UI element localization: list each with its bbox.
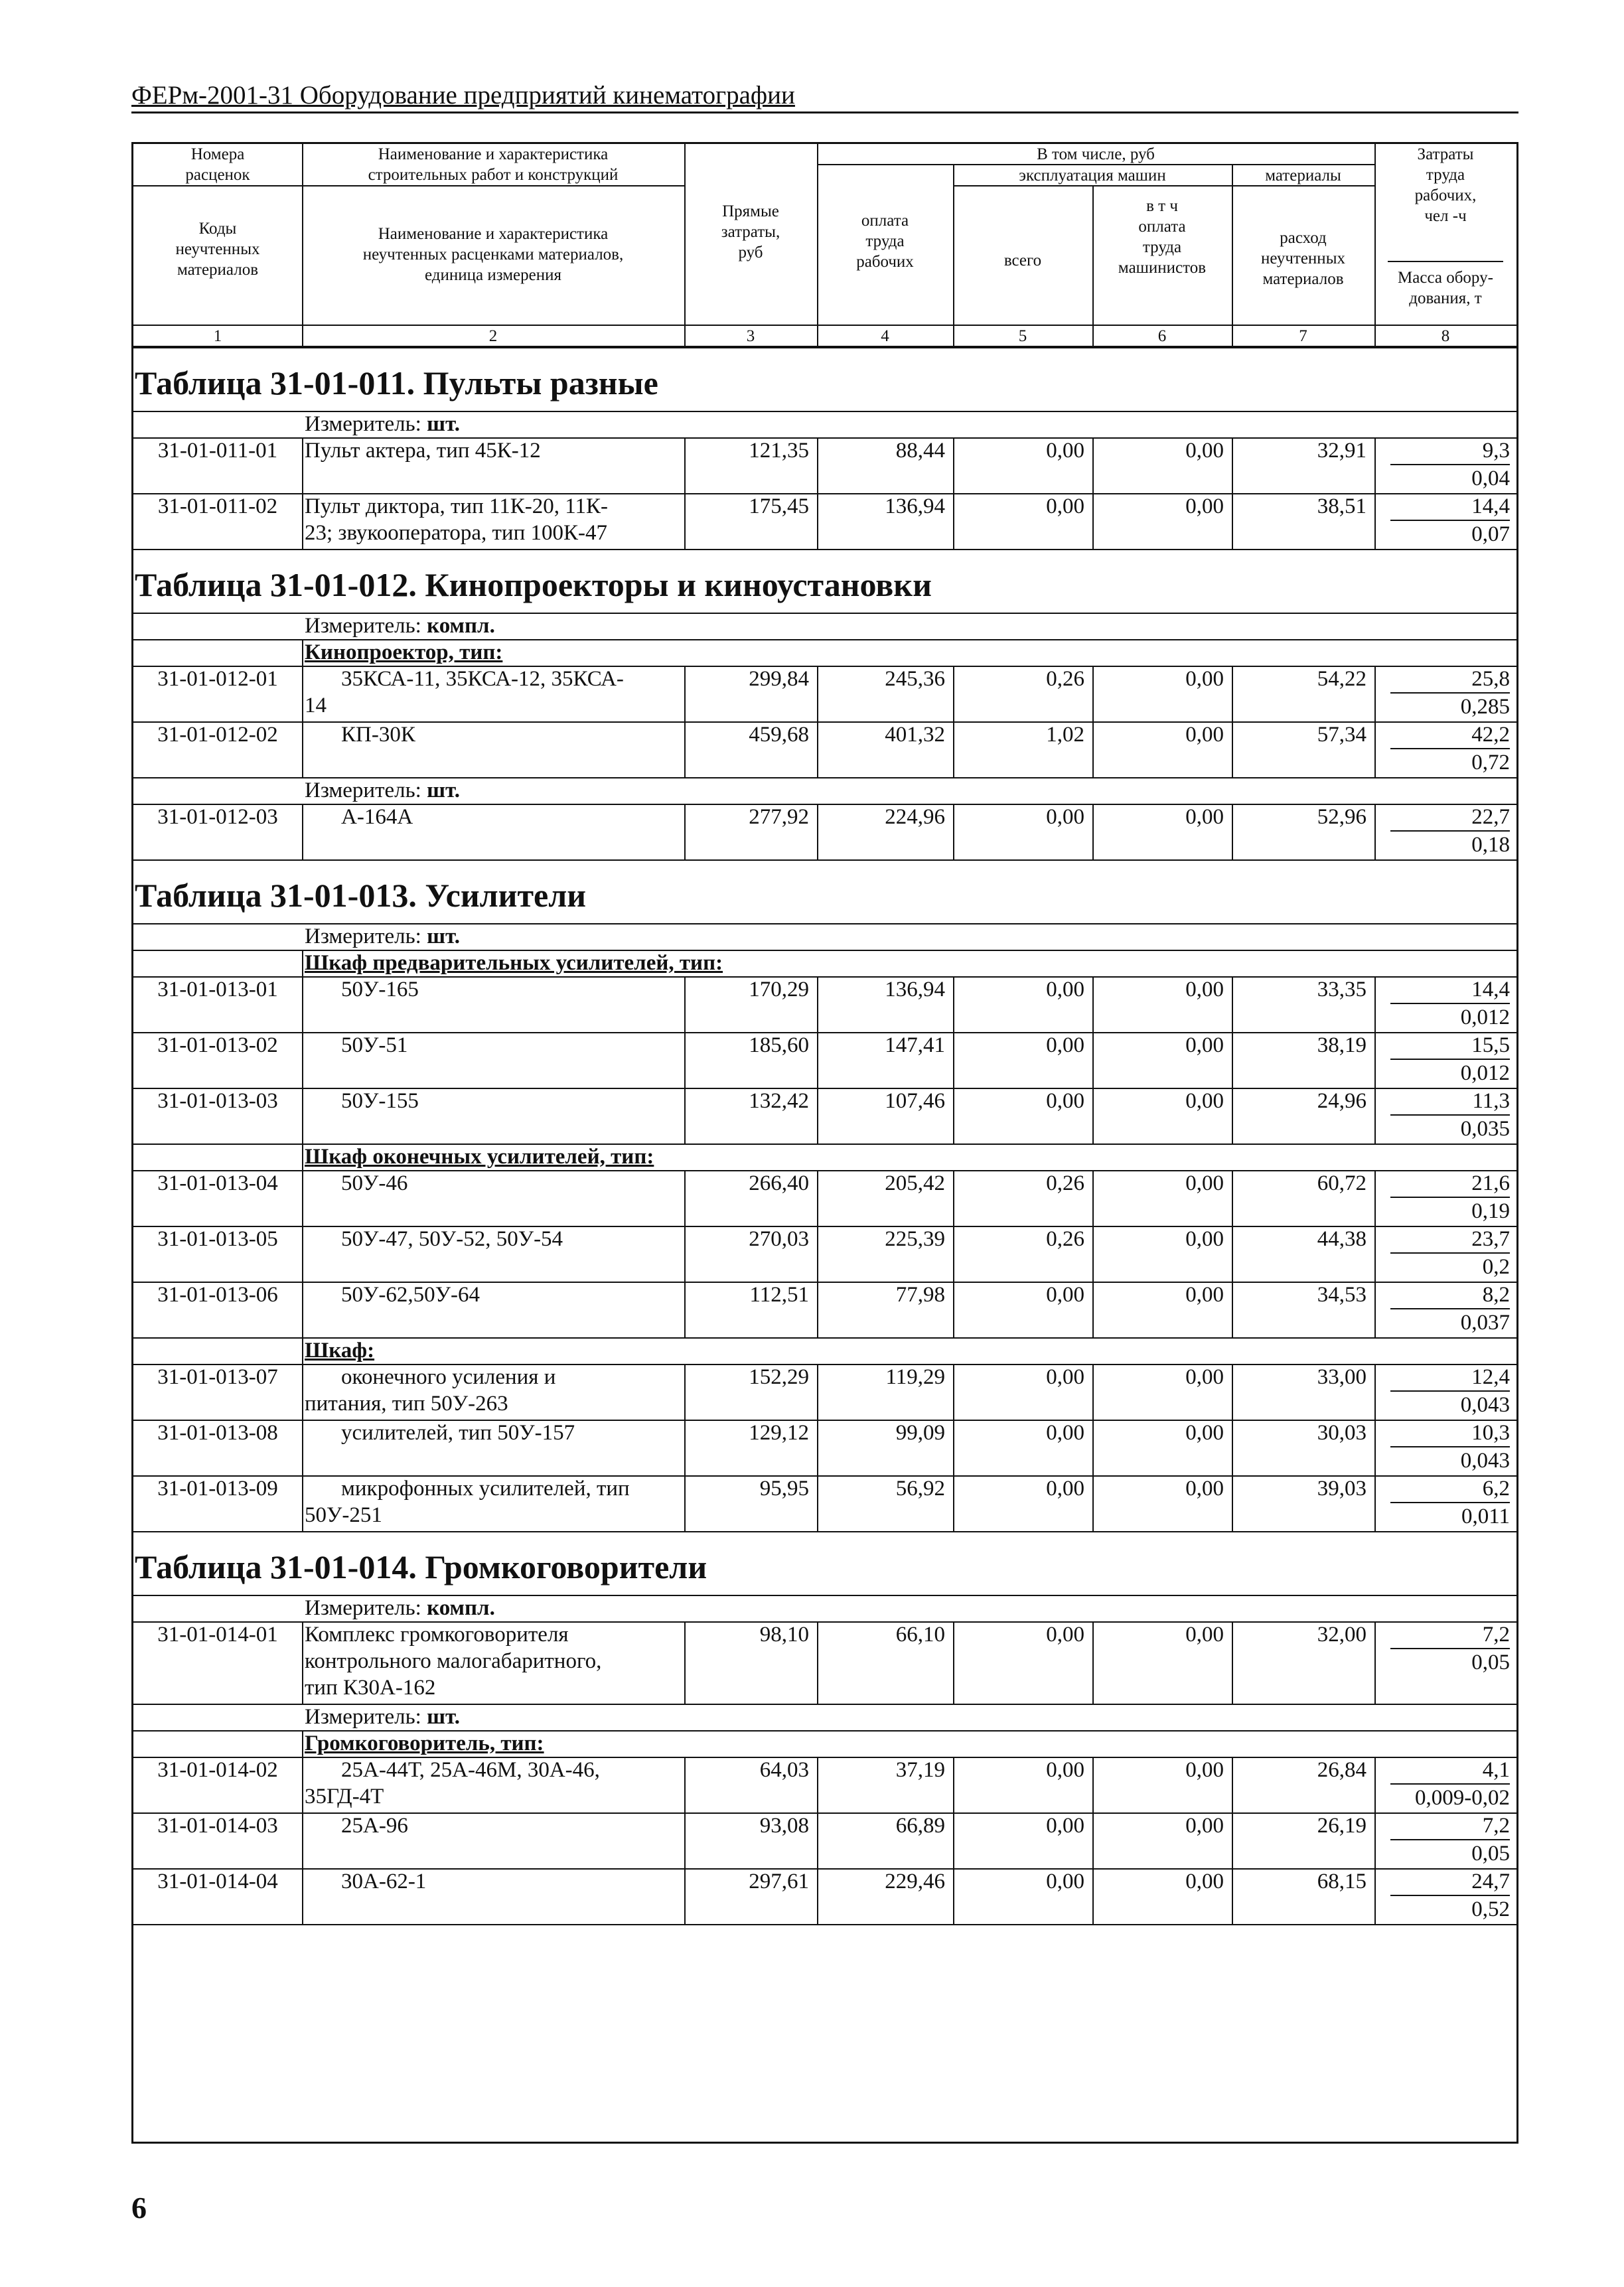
rate-code: 31-01-014-04 bbox=[157, 1870, 278, 1893]
rate-code: 31-01-013-09 bbox=[157, 1477, 278, 1501]
rate-code: 31-01-012-03 bbox=[157, 805, 278, 829]
col-number-2: 2 bbox=[488, 327, 498, 345]
machinists-cost: 0,00 bbox=[1185, 723, 1224, 747]
machines-total: 0,00 bbox=[1046, 1814, 1084, 1838]
labor-hours: 6,2 bbox=[1390, 1475, 1510, 1503]
rate-code: 31-01-013-05 bbox=[157, 1227, 278, 1251]
measure-label: Измеритель: bbox=[305, 1596, 427, 1620]
table-row bbox=[133, 721, 1516, 777]
equipment-mass: 0,035 bbox=[1460, 1117, 1510, 1141]
work-name: 35КСА-11, 35КСА-12, 35КСА- 14 bbox=[305, 667, 624, 717]
group-heading: Шкаф: bbox=[305, 1339, 375, 1363]
header-col1-bottom: Коды неучтенных материалов bbox=[175, 220, 260, 279]
measure-unit: шт. bbox=[427, 778, 460, 802]
machines-total: 0,00 bbox=[1046, 1365, 1084, 1389]
rate-code: 31-01-014-03 bbox=[157, 1814, 278, 1838]
machines-total: 0,00 bbox=[1046, 1623, 1084, 1647]
labor-hours: 42,2 bbox=[1390, 721, 1510, 749]
rate-code: 31-01-013-02 bbox=[157, 1033, 278, 1057]
labor-cost: 66,89 bbox=[895, 1814, 945, 1838]
equipment-mass: 0,043 bbox=[1460, 1393, 1510, 1417]
machinists-cost: 0,00 bbox=[1185, 439, 1224, 463]
work-name: 50У-62,50У-64 bbox=[341, 1283, 480, 1307]
table-row bbox=[133, 1364, 1516, 1420]
materials-cost: 60,72 bbox=[1317, 1171, 1366, 1195]
direct-cost: 132,42 bbox=[749, 1089, 809, 1113]
materials-cost: 68,15 bbox=[1317, 1870, 1366, 1893]
work-name: оконечного усиления и питания, тип 50У-263 bbox=[305, 1365, 556, 1416]
work-name: Комплекс громкоговорителя контрольного малогабаритного, тип К30А-162 bbox=[305, 1623, 602, 1700]
equipment-mass: 0,012 bbox=[1460, 1005, 1510, 1029]
machinists-cost: 0,00 bbox=[1185, 1623, 1224, 1647]
table-title-012: Таблица 31-01-012. Кинопроекторы и киноустановки bbox=[135, 566, 932, 603]
direct-cost: 170,29 bbox=[749, 978, 809, 1001]
labor-hours: 4,1 bbox=[1390, 1757, 1510, 1785]
machines-total: 0,00 bbox=[1046, 1033, 1084, 1057]
materials-cost: 38,51 bbox=[1317, 494, 1366, 518]
materials-cost: 57,34 bbox=[1317, 723, 1366, 747]
rate-code: 31-01-013-01 bbox=[157, 978, 278, 1001]
materials-cost: 26,84 bbox=[1317, 1758, 1366, 1782]
price-table bbox=[131, 142, 1518, 2144]
rate-code: 31-01-011-02 bbox=[157, 494, 278, 518]
col-number-5: 5 bbox=[1018, 327, 1027, 345]
table-row bbox=[133, 1757, 1516, 1812]
header-col8-bottom: Масса обору- дования, т bbox=[1398, 269, 1493, 307]
table-row bbox=[133, 493, 1516, 549]
work-name: 50У-155 bbox=[341, 1089, 419, 1113]
equipment-mass: 0,07 bbox=[1471, 522, 1510, 546]
labor-hours: 10,3 bbox=[1390, 1420, 1510, 1447]
materials-cost: 33,00 bbox=[1317, 1365, 1366, 1389]
group-heading: Шкаф оконечных усилителей, тип: bbox=[305, 1145, 654, 1169]
equipment-mass: 0,011 bbox=[1461, 1505, 1510, 1528]
labor-cost: 136,94 bbox=[885, 978, 945, 1001]
machines-total: 0,00 bbox=[1046, 1283, 1084, 1307]
labor-hours: 7,2 bbox=[1390, 1621, 1510, 1649]
header-col5: всего bbox=[1003, 252, 1042, 269]
labor-hours: 12,4 bbox=[1390, 1364, 1510, 1392]
table-row bbox=[133, 1812, 1516, 1868]
rate-code: 31-01-011-01 bbox=[157, 439, 278, 463]
materials-cost: 39,03 bbox=[1317, 1477, 1366, 1501]
equipment-mass: 0,037 bbox=[1460, 1311, 1510, 1335]
measure-label: Измеритель: bbox=[305, 412, 427, 436]
work-name: 50У-51 bbox=[341, 1033, 408, 1057]
work-name: 25А-44Т, 25А-46М, 30А-46, 35ГД-4Т bbox=[305, 1758, 600, 1808]
table-row bbox=[133, 1226, 1516, 1282]
machinists-cost: 0,00 bbox=[1185, 1758, 1224, 1782]
materials-cost: 52,96 bbox=[1317, 805, 1366, 829]
labor-hours: 25,8 bbox=[1390, 666, 1510, 694]
machines-total: 0,00 bbox=[1046, 494, 1084, 518]
machinists-cost: 0,00 bbox=[1185, 667, 1224, 691]
labor-cost: 225,39 bbox=[885, 1227, 945, 1251]
measure-unit-row bbox=[305, 777, 460, 804]
work-name: Пульт актера, тип 45К-12 bbox=[305, 439, 541, 463]
measure-unit-row bbox=[305, 923, 460, 950]
equipment-mass: 0,04 bbox=[1471, 467, 1510, 490]
col-number-3: 3 bbox=[746, 327, 755, 345]
machinists-cost: 0,00 bbox=[1185, 1421, 1224, 1445]
header-group-machines: эксплуатация машин bbox=[1019, 167, 1166, 184]
direct-cost: 129,12 bbox=[749, 1421, 809, 1445]
table-row bbox=[133, 1868, 1516, 1924]
work-name: 50У-47, 50У-52, 50У-54 bbox=[341, 1227, 563, 1251]
header-col7: расход неучтенных материалов bbox=[1260, 229, 1345, 288]
work-name: А-164А bbox=[341, 805, 413, 829]
materials-cost: 54,22 bbox=[1317, 667, 1366, 691]
header-col2-bottom: Наименование и характеристика неучтенных расценками материалов, единица измерения bbox=[362, 225, 624, 284]
direct-cost: 93,08 bbox=[759, 1814, 809, 1838]
materials-cost: 34,53 bbox=[1317, 1283, 1366, 1307]
col-number-7: 7 bbox=[1299, 327, 1307, 345]
running-header bbox=[131, 80, 1518, 113]
rate-code: 31-01-014-01 bbox=[157, 1623, 278, 1647]
header-col1-top: Номера расценок bbox=[185, 145, 250, 184]
measure-unit-row bbox=[305, 1595, 495, 1621]
measure-label: Измеритель: bbox=[305, 778, 427, 802]
machines-total: 0,26 bbox=[1046, 667, 1084, 691]
table-row bbox=[133, 1170, 1516, 1226]
measure-unit: компл. bbox=[427, 1596, 495, 1620]
measure-unit: шт. bbox=[427, 1705, 460, 1729]
page-number: 6 bbox=[131, 2191, 147, 2225]
labor-cost: 147,41 bbox=[885, 1033, 945, 1057]
machinists-cost: 0,00 bbox=[1185, 1477, 1224, 1501]
machines-total: 0,00 bbox=[1046, 805, 1084, 829]
labor-cost: 245,36 bbox=[885, 667, 945, 691]
direct-cost: 277,92 bbox=[749, 805, 809, 829]
table-row bbox=[133, 437, 1516, 493]
labor-hours: 8,2 bbox=[1390, 1282, 1510, 1309]
table-row bbox=[133, 1282, 1516, 1337]
materials-cost: 24,96 bbox=[1317, 1089, 1366, 1113]
rate-code: 31-01-013-06 bbox=[157, 1283, 278, 1307]
machines-total: 0,26 bbox=[1046, 1171, 1084, 1195]
equipment-mass: 0,05 bbox=[1471, 1651, 1510, 1674]
equipment-mass: 0,043 bbox=[1460, 1449, 1510, 1473]
labor-cost: 401,32 bbox=[885, 723, 945, 747]
machinists-cost: 0,00 bbox=[1185, 1089, 1224, 1113]
col-number-4: 4 bbox=[881, 327, 889, 345]
work-name: 50У-165 bbox=[341, 978, 419, 1001]
measure-unit: шт. bbox=[427, 412, 460, 436]
machinists-cost: 0,00 bbox=[1185, 1814, 1224, 1838]
labor-cost: 77,98 bbox=[895, 1283, 945, 1307]
machines-total: 0,00 bbox=[1046, 1477, 1084, 1501]
work-name: 30А-62-1 bbox=[341, 1870, 427, 1893]
machines-total: 0,00 bbox=[1046, 1421, 1084, 1445]
labor-hours: 11,3 bbox=[1390, 1088, 1510, 1116]
machines-total: 0,26 bbox=[1046, 1227, 1084, 1251]
machines-total: 1,02 bbox=[1046, 723, 1084, 747]
labor-cost: 224,96 bbox=[885, 805, 945, 829]
running-header-text: ФЕРм-2001-31 Оборудование предприятий кинематографии bbox=[131, 81, 795, 110]
direct-cost: 112,51 bbox=[749, 1283, 809, 1307]
direct-cost: 95,95 bbox=[759, 1477, 809, 1501]
header-col8-top: Затраты труда рабочих, чел -ч bbox=[1414, 145, 1477, 225]
labor-cost: 99,09 bbox=[895, 1421, 945, 1445]
labor-cost: 56,92 bbox=[895, 1477, 945, 1501]
labor-hours: 7,2 bbox=[1390, 1812, 1510, 1840]
machines-total: 0,00 bbox=[1046, 978, 1084, 1001]
table-row bbox=[133, 1420, 1516, 1475]
labor-hours: 9,3 bbox=[1390, 437, 1510, 465]
direct-cost: 175,45 bbox=[749, 494, 809, 518]
materials-cost: 30,03 bbox=[1317, 1421, 1366, 1445]
machinists-cost: 0,00 bbox=[1185, 1283, 1224, 1307]
labor-cost: 88,44 bbox=[895, 439, 945, 463]
labor-hours: 24,7 bbox=[1390, 1868, 1510, 1896]
direct-cost: 297,61 bbox=[749, 1870, 809, 1893]
materials-cost: 44,38 bbox=[1317, 1227, 1366, 1251]
measure-unit: шт. bbox=[427, 924, 460, 948]
work-name: 50У-46 bbox=[341, 1171, 408, 1195]
labor-cost: 66,10 bbox=[895, 1623, 945, 1647]
work-name: усилителей, тип 50У-157 bbox=[341, 1421, 575, 1445]
work-name: микрофонных усилителей, тип 50У-251 bbox=[305, 1477, 630, 1527]
direct-cost: 152,29 bbox=[749, 1365, 809, 1389]
work-name: КП-30К bbox=[341, 723, 415, 747]
labor-hours: 15,5 bbox=[1390, 1032, 1510, 1060]
direct-cost: 64,03 bbox=[759, 1758, 809, 1782]
rate-code: 31-01-013-03 bbox=[157, 1089, 278, 1113]
header-col6: в т ч оплата труда машинистов bbox=[1118, 197, 1207, 277]
header-col3: Прямые затраты, руб bbox=[721, 202, 780, 261]
labor-hours: 22,7 bbox=[1390, 804, 1510, 832]
measure-unit-row bbox=[305, 1704, 460, 1730]
equipment-mass: 0,72 bbox=[1471, 751, 1510, 775]
machinists-cost: 0,00 bbox=[1185, 805, 1224, 829]
table-row bbox=[133, 1088, 1516, 1144]
equipment-mass: 0,009-0,02 bbox=[1415, 1786, 1510, 1810]
machinists-cost: 0,00 bbox=[1185, 1870, 1224, 1893]
col-number-8: 8 bbox=[1441, 327, 1450, 345]
equipment-mass: 0,52 bbox=[1471, 1897, 1510, 1921]
labor-hours: 21,6 bbox=[1390, 1170, 1510, 1198]
direct-cost: 266,40 bbox=[749, 1171, 809, 1195]
labor-hours: 14,4 bbox=[1390, 493, 1510, 521]
rate-code: 31-01-013-04 bbox=[157, 1171, 278, 1195]
header-group-incl: В том числе, руб bbox=[1037, 145, 1155, 163]
machines-total: 0,00 bbox=[1046, 1758, 1084, 1782]
direct-cost: 270,03 bbox=[749, 1227, 809, 1251]
table-row bbox=[133, 1032, 1516, 1088]
equipment-mass: 0,285 bbox=[1460, 695, 1510, 719]
rate-code: 31-01-012-02 bbox=[157, 723, 278, 747]
equipment-mass: 0,2 bbox=[1482, 1255, 1510, 1279]
machinists-cost: 0,00 bbox=[1185, 1171, 1224, 1195]
equipment-mass: 0,18 bbox=[1471, 833, 1510, 857]
direct-cost: 459,68 bbox=[749, 723, 809, 747]
machinists-cost: 0,00 bbox=[1185, 1227, 1224, 1251]
labor-cost: 107,46 bbox=[885, 1089, 945, 1113]
machinists-cost: 0,00 bbox=[1185, 1365, 1224, 1389]
col-number-6: 6 bbox=[1157, 327, 1167, 345]
labor-hours: 14,4 bbox=[1390, 976, 1510, 1004]
measure-unit: компл. bbox=[427, 614, 495, 638]
machines-total: 0,00 bbox=[1046, 1870, 1084, 1893]
table-row bbox=[133, 804, 1516, 859]
col-number-1: 1 bbox=[213, 327, 222, 345]
table-title-013: Таблица 31-01-013. Усилители bbox=[135, 877, 587, 914]
measure-label: Измеритель: bbox=[305, 1705, 427, 1729]
equipment-mass: 0,05 bbox=[1471, 1842, 1510, 1866]
direct-cost: 98,10 bbox=[759, 1623, 809, 1647]
labor-cost: 136,94 bbox=[885, 494, 945, 518]
materials-cost: 38,19 bbox=[1317, 1033, 1366, 1057]
direct-cost: 185,60 bbox=[749, 1033, 809, 1057]
table-row bbox=[133, 976, 1516, 1032]
table-row bbox=[133, 1475, 1516, 1531]
materials-cost: 32,00 bbox=[1317, 1623, 1366, 1647]
materials-cost: 26,19 bbox=[1317, 1814, 1366, 1838]
table-row bbox=[133, 1621, 1516, 1704]
equipment-mass: 0,012 bbox=[1460, 1061, 1510, 1085]
work-name: Пульт диктора, тип 11К-20, 11К- 23; звукооператора, тип 100К-47 bbox=[305, 494, 609, 545]
machinists-cost: 0,00 bbox=[1185, 978, 1224, 1001]
rate-code: 31-01-013-07 bbox=[157, 1365, 278, 1389]
group-heading: Громкоговоритель, тип: bbox=[305, 1732, 544, 1755]
group-heading: Шкаф предварительных усилителей, тип: bbox=[305, 951, 723, 975]
rate-code: 31-01-014-02 bbox=[157, 1758, 278, 1782]
header-col2-top: Наименование и характеристика строительных работ и конструкций bbox=[368, 145, 619, 184]
measure-label: Измеритель: bbox=[305, 614, 427, 638]
header-group-materials: материалы bbox=[1265, 167, 1341, 184]
rate-code: 31-01-012-01 bbox=[157, 667, 278, 691]
measure-label: Измеритель: bbox=[305, 924, 427, 948]
labor-cost: 37,19 bbox=[895, 1758, 945, 1782]
equipment-mass: 0,19 bbox=[1471, 1199, 1510, 1223]
header-col4: оплата труда рабочих bbox=[856, 212, 914, 271]
group-heading: Кинопроектор, тип: bbox=[305, 640, 503, 664]
measure-unit-row bbox=[305, 613, 495, 639]
machines-total: 0,00 bbox=[1046, 1089, 1084, 1113]
table-title-011: Таблица 31-01-011. Пульты разные bbox=[135, 364, 658, 402]
labor-cost: 205,42 bbox=[885, 1171, 945, 1195]
machinists-cost: 0,00 bbox=[1185, 1033, 1224, 1057]
machines-total: 0,00 bbox=[1046, 439, 1084, 463]
machinists-cost: 0,00 bbox=[1185, 494, 1224, 518]
work-name: 25А-96 bbox=[341, 1814, 408, 1838]
direct-cost: 121,35 bbox=[749, 439, 809, 463]
materials-cost: 32,91 bbox=[1317, 439, 1366, 463]
labor-cost: 119,29 bbox=[885, 1365, 945, 1389]
table-row bbox=[133, 666, 1516, 721]
table-title-014: Таблица 31-01-014. Громкоговорители bbox=[135, 1548, 707, 1586]
labor-cost: 229,46 bbox=[885, 1870, 945, 1893]
rate-code: 31-01-013-08 bbox=[157, 1421, 278, 1445]
labor-hours: 23,7 bbox=[1390, 1226, 1510, 1254]
measure-unit-row bbox=[305, 411, 460, 437]
direct-cost: 299,84 bbox=[749, 667, 809, 691]
materials-cost: 33,35 bbox=[1317, 978, 1366, 1001]
